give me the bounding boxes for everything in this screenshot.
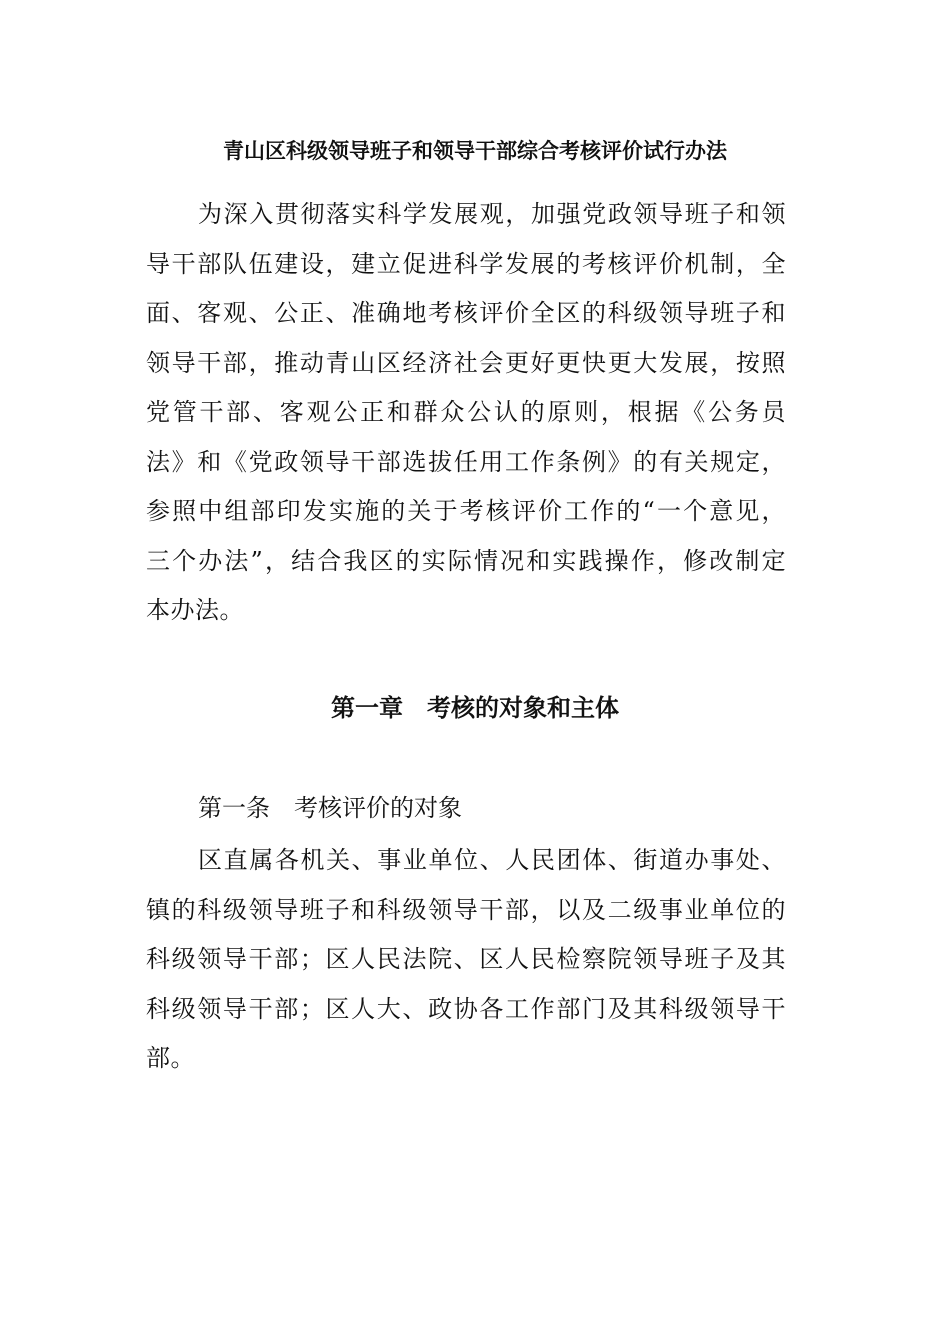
- intro-line: 领导干部，推动青山区经济社会更好更快更大发展，按照: [146, 348, 786, 377]
- intro-line: 面、客观、公正、准确地考核评价全区的科级领导班子和: [146, 299, 786, 327]
- intro-line: 导干部队伍建设，建立促进科学发展的考核评价机制，全: [146, 249, 786, 278]
- article-line: 科级领导干部；区人民法院、区人民检察院领导班子及其: [146, 945, 786, 973]
- document-title: 青山区科级领导班子和领导干部综合考核评价试行办法: [223, 139, 727, 163]
- intro-line: 为深入贯彻落实科学发展观，加强党政领导班子和领: [198, 200, 786, 228]
- intro-line: 本办法。: [146, 596, 244, 624]
- article-heading: 第一条 考核评价的对象: [198, 794, 462, 822]
- intro-line: 党管干部、客观公正和群众公认的原则，根据《公务员: [146, 398, 786, 426]
- article-line: 镇的科级领导班子和科级领导干部，以及二级事业单位的: [146, 895, 786, 924]
- article-paragraph: [146, 836, 786, 1084]
- intro-line: 法》和《党政领导干部选拔任用工作条例》的有关规定，: [146, 447, 786, 476]
- intro-paragraph: [146, 190, 786, 636]
- intro-line: 参照中组部印发实施的关于考核评价工作的“一个意见，: [146, 497, 786, 525]
- chapter-heading: 第一章 考核的对象和主体: [331, 694, 619, 722]
- article-line: 部。: [146, 1044, 195, 1072]
- article-line: 区直属各机关、事业单位、人民团体、街道办事处、: [198, 846, 786, 874]
- intro-line: 三个办法”，结合我区的实际情况和实践操作，修改制定: [146, 546, 786, 575]
- article-line: 科级领导干部；区人大、政协各工作部门及其科级领导干: [146, 994, 786, 1023]
